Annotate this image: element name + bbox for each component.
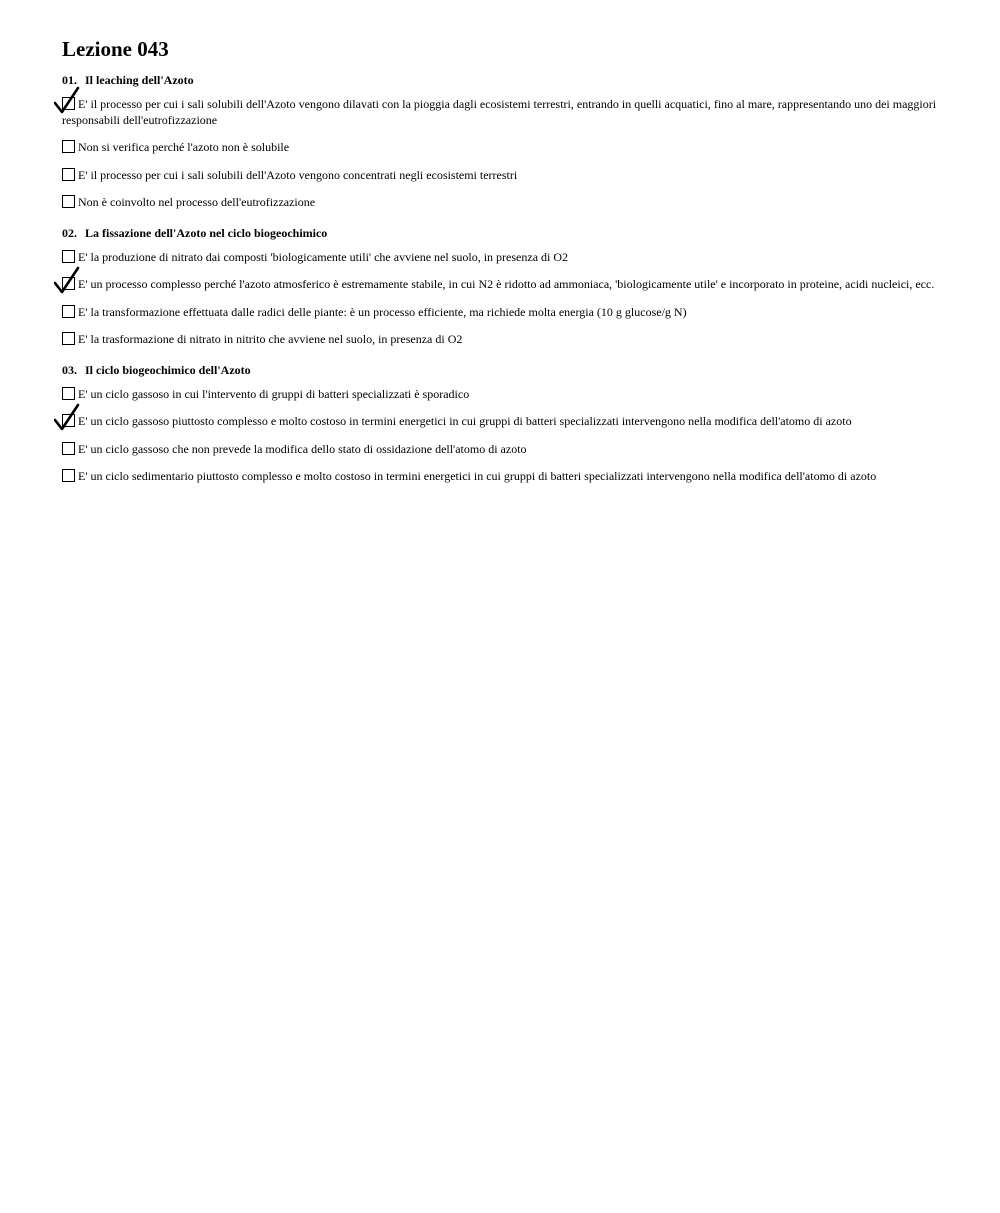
answer-checkbox[interactable] (62, 250, 75, 263)
answer-option[interactable] (62, 305, 942, 321)
answer-option[interactable] (62, 97, 942, 128)
answer-checkbox[interactable] (62, 469, 75, 482)
answer-checkbox[interactable] (62, 305, 75, 318)
answer-option[interactable] (62, 414, 942, 430)
answer-option[interactable] (62, 195, 942, 211)
quiz-page (62, 36, 942, 500)
answer-text: E' un ciclo gassoso che non prevede la modifica dello stato di ossidazione dell'atomo di azoto (78, 441, 527, 456)
answer-option[interactable] (62, 140, 942, 156)
question-text: Il leaching dell'Azoto (85, 73, 194, 87)
question-title (62, 73, 942, 87)
question-title (62, 226, 942, 240)
answer-checkbox[interactable] (62, 414, 75, 427)
answer-checkbox[interactable] (62, 277, 75, 290)
answer-text: E' il processo per cui i sali solubili dell'Azoto vengono dilavati con la pioggia dagli ecosistemi terrestri, entrando in quelli acquatici, fino al mare, rappresentando uno dei maggiori responsabili dell'eutrofizzazione (62, 97, 937, 127)
answer-option[interactable] (62, 168, 942, 184)
question-number: 02. (62, 225, 77, 240)
question-title (62, 363, 942, 377)
answer-text: E' un processo complesso perché l'azoto atmosferico è estremamente stabile, in cui N2 è ridotto ad ammoniaca, 'biologicamente utile' e incorporato in proteine, acidi nucleici, ecc. (78, 277, 935, 291)
answer-option[interactable] (62, 332, 942, 348)
lesson-title: Lezione 043 (62, 37, 169, 61)
answer-text: Non è coinvolto nel processo dell'eutrofizzazione (78, 195, 316, 209)
answer-text: Non si verifica perché l'azoto non è solubile (78, 140, 290, 154)
answer-option[interactable] (62, 387, 942, 403)
answer-text: E' la transformazione effettuata dalle radici delle piante: è un processo efficiente, ma richiede molta energia (10 g glucose/g N) (78, 304, 687, 319)
answer-checkbox[interactable] (62, 195, 75, 208)
answer-checkbox[interactable] (62, 97, 75, 110)
answer-text: E' il processo per cui i sali solubili dell'Azoto vengono concentrati negli ecosistemi terrestri (78, 167, 518, 182)
question-number: 01. (62, 73, 77, 87)
answer-option[interactable] (62, 250, 942, 266)
question (62, 73, 942, 211)
answer-text: E' un ciclo gassoso piuttosto complesso e molto costoso in termini energetici in cui gruppi di batteri specializzati intervengono nella modifica dell'atomo di azoto (78, 414, 852, 428)
question (62, 226, 942, 348)
answer-text: E' la produzione di nitrato dai composti 'biologicamente utili' che avviene nel suolo, in presenza di O2 (78, 249, 569, 264)
answer-checkbox[interactable] (62, 140, 75, 153)
answer-option[interactable] (62, 469, 942, 485)
answer-text: E' un ciclo sedimentario piuttosto complesso e molto costoso in termini energetici in cui gruppi di batteri specializzati intervengono nella modifica dell'atomo di azoto (78, 469, 877, 483)
answer-text: E' la trasformazione di nitrato in nitrito che avviene nel suolo, in presenza di O2 (78, 332, 463, 346)
answer-checkbox[interactable] (62, 387, 75, 400)
answer-option[interactable] (62, 277, 942, 293)
answer-checkbox[interactable] (62, 442, 75, 455)
answer-option[interactable] (62, 442, 942, 458)
question-text: Il ciclo biogeochimico dell'Azoto (85, 362, 251, 377)
question-text: La fissazione dell'Azoto nel ciclo biogeochimico (85, 225, 328, 240)
answer-checkbox[interactable] (62, 168, 75, 181)
answer-text: E' un ciclo gassoso in cui l'intervento di gruppi di batteri specializzati è sporadico (78, 386, 470, 401)
question-number: 03. (62, 362, 77, 377)
answer-checkbox[interactable] (62, 332, 75, 345)
question (62, 363, 942, 485)
